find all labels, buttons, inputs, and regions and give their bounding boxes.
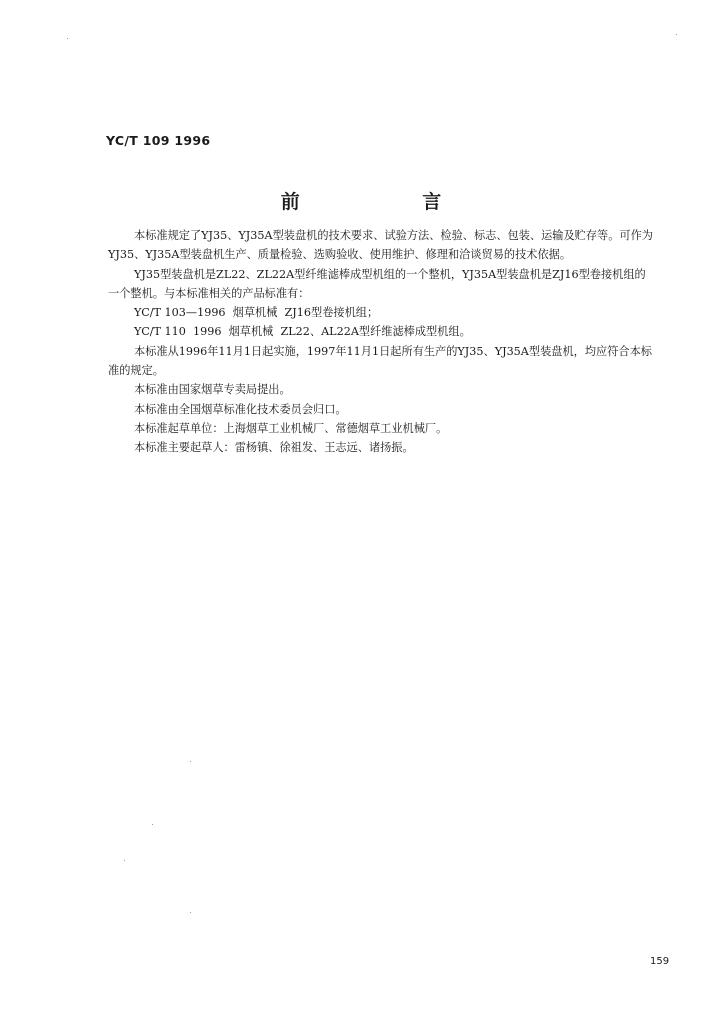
- standard-code: YC/T 109 1996: [106, 133, 211, 148]
- related-standard-2: YC/T 110 1996 烟草机械 ZL22、AL22A型纤维滤棒成型机组。: [134, 325, 471, 339]
- scan-speck: [190, 761, 191, 762]
- scan-speck: [124, 860, 125, 861]
- paragraph-drafting-units: 本标准起草单位：上海烟草工业机械厂、常德烟草工业机械厂。: [134, 421, 448, 435]
- page-title: 前 言: [280, 191, 500, 213]
- paragraph-effective-date: 本标准从1996年11月1日起实施，1997年11月1日起所有生产的YJ35、YJ35A型装盘机，均应符合本标准的规定。: [108, 344, 652, 378]
- scan-speck: [67, 38, 68, 39]
- page-number: 159: [650, 956, 670, 967]
- paragraph-scope: 本标准规定了YJ35、YJ35A型装盘机的技术要求、试验方法、检验、标志、包装、运输及贮存等。可作为YJ35、YJ35A型装盘机生产、质量检验、选购验收、使用维护、修理和洽谈贸易的技术依据。: [108, 229, 653, 262]
- scan-speck: [152, 824, 153, 825]
- foreword-body: [108, 226, 656, 458]
- paragraph-committee: 本标准由全国烟草标准化技术委员会归口。: [134, 402, 347, 416]
- scan-speck: [190, 912, 191, 913]
- paragraph-drafters: 本标准主要起草人：雷杨镇、徐祖发、王志远、诸扬振。: [134, 441, 414, 455]
- scan-speck: [676, 34, 677, 35]
- related-standard-1: YC/T 103—1996 烟草机械 ZJ16型卷接机组；: [134, 306, 379, 320]
- paragraph-proposer: 本标准由国家烟草专卖局提出。: [134, 383, 291, 397]
- paragraph-machine-description: YJ35型装盘机是ZL22、ZL22A型纤维滤棒成型机组的一个整机，YJ35A型装盘机是ZJ16型卷接机组的一个整机。与本标准相关的产品标准有：: [108, 267, 646, 300]
